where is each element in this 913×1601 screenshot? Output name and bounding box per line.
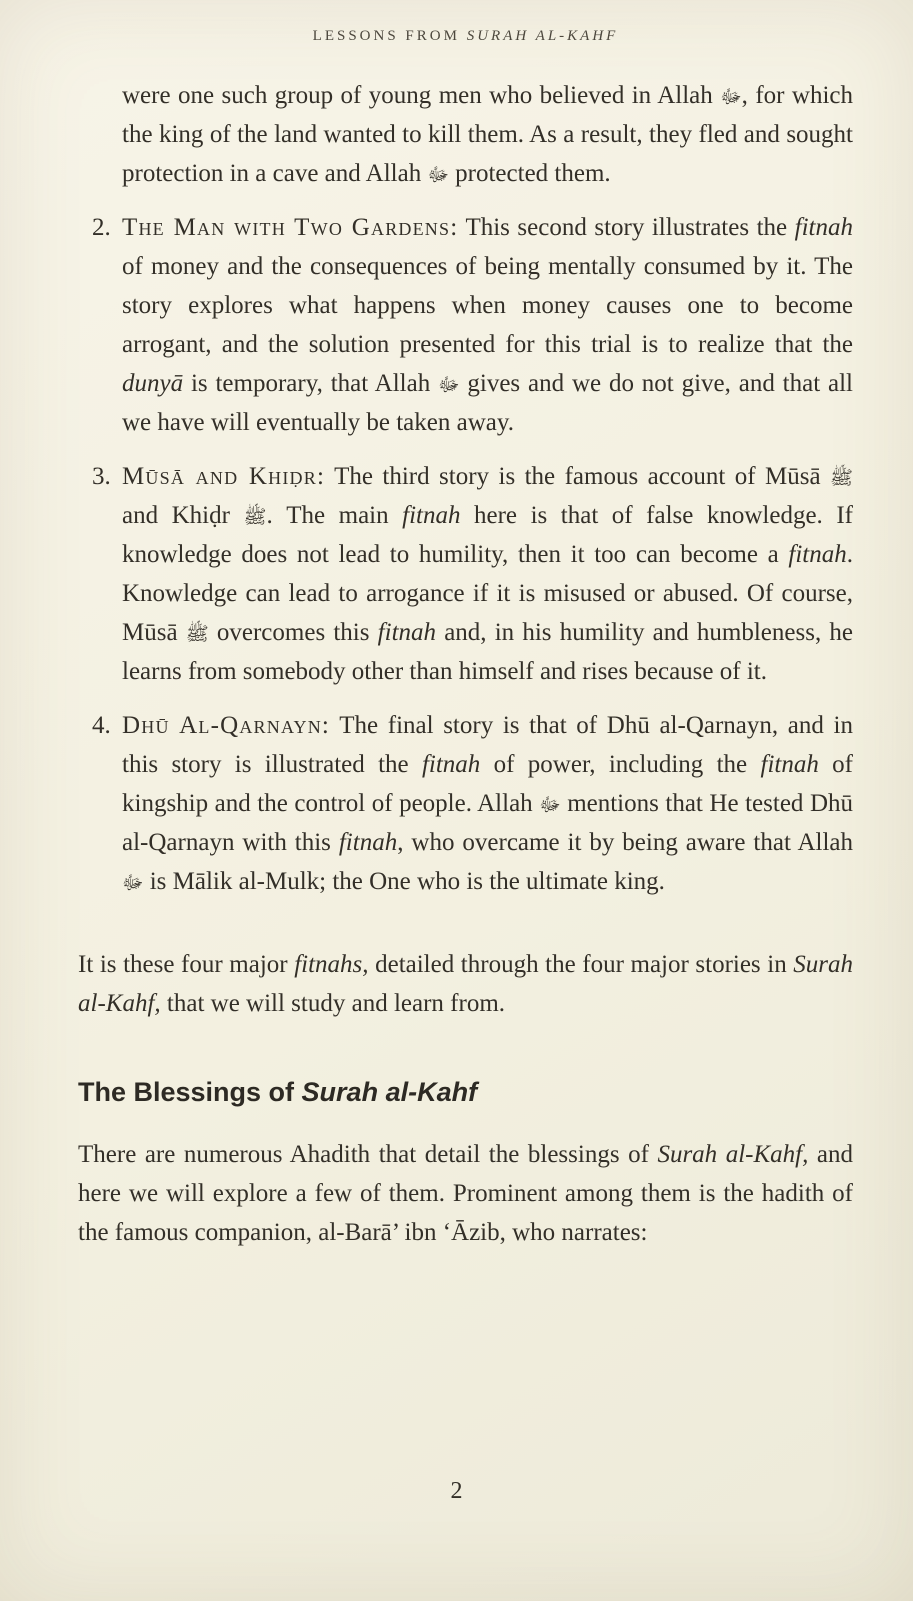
text-run: and, in his humility and humbleness, he learns from somebody other than himself and rises because of it.	[122, 619, 853, 685]
paragraph-cave-story-continuation	[122, 76, 853, 193]
text-run: fitnah	[421, 751, 481, 778]
text-run: fitnah	[377, 619, 437, 646]
running-header	[78, 26, 853, 46]
story-title-small-caps: Mūsā and Khiḍr:	[122, 463, 326, 490]
list-item-number: 4.	[92, 712, 111, 739]
text-run: fitnah	[402, 502, 461, 529]
text-run: fitnah	[760, 751, 819, 778]
text-run: and here we will explore a few of them. Prominent among them is the hadith of the famous companion, al-Barā’ ibn ‘Āzib, who narrates:	[78, 1141, 853, 1246]
page-number: 2	[450, 1478, 463, 1504]
list-item-number: 2.	[92, 214, 111, 241]
section-heading-book-title: Surah al-Kahf	[301, 1077, 478, 1107]
honorific-alayhis-salam-icon: ﷺ	[830, 467, 853, 489]
text-run: gives and we do not give, and that all we have will eventually be taken away.	[122, 370, 854, 436]
honorific-allah-icon: ﷻ	[720, 86, 742, 108]
story-title-small-caps: The Man with Two Gardens:	[122, 214, 459, 241]
text-run: Surah al-Kahf,	[78, 951, 854, 1017]
honorific-allah-icon: ﷻ	[122, 872, 144, 894]
text-run: mentions that He tested Dhū al-Qarnayn with this	[122, 790, 853, 856]
text-run: here is that of false knowledge. If knowledge does not lead to humility, then it too can become a	[122, 502, 853, 568]
text-run: . Knowledge can lead to arrogance if it is misused or abused. Of course, Mūsā	[122, 541, 853, 646]
text-run: The third story is the famous account of Mūsā	[325, 463, 831, 490]
text-run: overcomes this	[208, 619, 378, 646]
list-item-man-with-two-gardens	[78, 208, 853, 442]
text-run: fitnahs,	[294, 951, 369, 978]
text-run: dunyā	[122, 370, 184, 397]
text-run: . The main	[266, 502, 403, 529]
text-run: of power, including the	[480, 751, 761, 778]
text-run: fitnah	[788, 541, 847, 568]
list-item-text	[122, 457, 853, 691]
text-run: of money and the consequences of being mentally consumed by it. The story explores what happens when money causes one to become arrogant, and the solution presented for this trial is to realize that the	[122, 253, 853, 358]
list-item-dhu-al-qarnayn	[78, 706, 853, 901]
story-title-small-caps: Dhū Al-Qarnayn:	[122, 712, 331, 739]
text-run: fitnah	[794, 214, 853, 241]
list-item-text	[122, 706, 853, 901]
text-run: This second story illustrates the	[458, 214, 795, 241]
text-run: is Mālik al-Mulk; the One who is the ultimate king.	[143, 868, 665, 895]
honorific-allah-icon: ﷻ	[438, 374, 460, 396]
text-run: There are numerous Ahadith that detail the blessings of	[78, 1141, 658, 1168]
text-run: is temporary, that Allah	[183, 370, 439, 397]
list-item-musa-and-khidr	[78, 457, 853, 691]
honorific-alayhis-salam-icon: ﷺ	[185, 623, 209, 645]
text-run: were one such group of young men who believed in Allah	[122, 82, 721, 109]
section-heading-blessings	[78, 1075, 853, 1109]
text-run: protected them.	[448, 160, 611, 187]
text-run: that we will study and learn from.	[160, 990, 506, 1017]
running-header-text: LESSONS FROM	[312, 28, 467, 44]
paragraph-four-fitnahs-summary	[78, 945, 853, 1023]
text-run: , who overcame it by being aware that Allah	[397, 829, 853, 856]
text-run: It is these four major	[78, 951, 295, 978]
text-run: , for which the king of the land wanted to kill them. As a result, they fled and sought protection in a cave and Allah	[122, 82, 854, 187]
text-run: detailed through the four major stories in	[368, 951, 794, 978]
paragraph-blessings-intro	[78, 1135, 853, 1252]
honorific-alayhis-salam-icon: ﷺ	[243, 506, 267, 528]
honorific-allah-icon: ﷻ	[427, 164, 449, 186]
list-item-number: 3.	[92, 463, 111, 490]
page-body	[78, 76, 853, 1252]
text-run: of kingship and the control of people. Allah	[122, 751, 853, 817]
text-run: fitnah	[338, 829, 398, 856]
section-heading-text: The Blessings of	[78, 1077, 302, 1107]
text-run: Surah al-Kahf,	[657, 1141, 809, 1168]
list-item-text	[122, 208, 853, 442]
running-header-book-title: SURAH AL-KAHF	[466, 28, 619, 44]
honorific-allah-icon: ﷻ	[539, 794, 561, 816]
text-run: and Khiḍr	[122, 502, 244, 529]
text-run: The final story is that of Dhū al-Qarnayn, and in this story is illustrated the	[122, 712, 853, 778]
